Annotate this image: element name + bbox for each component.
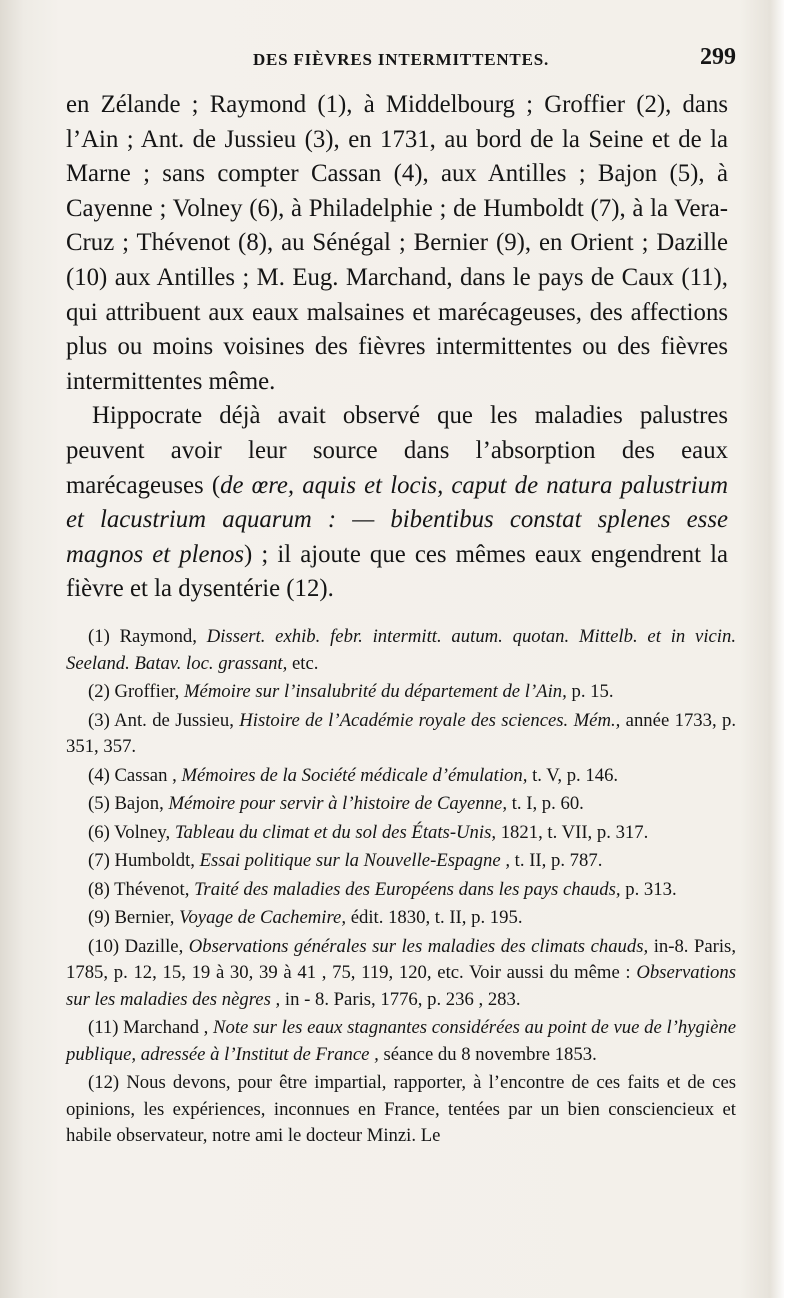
footnote-title: Traité des maladies des Européens dans les pays chauds,	[194, 878, 621, 900]
footnote-title: Dissert. exhib. febr. intermitt. autum. quotan. Mittelb. et in vicin. Seeland. Batav. loc. grassant,	[66, 626, 737, 674]
footnote-title: Note sur les eaux stagnantes considérées au point de vue de l’hygiène publique, adressée à l’Institut de France ,	[66, 1017, 737, 1065]
footnote-rest: t. II, p. 787.	[514, 850, 603, 871]
footnote-number: (11)	[88, 1017, 119, 1038]
footnote-number: (4)	[88, 764, 110, 786]
footnote-rest: p. 15.	[571, 681, 614, 702]
footnotes	[66, 624, 736, 1152]
footnote-author: Volney,	[114, 821, 171, 843]
footnote-10	[66, 934, 736, 1014]
footnote-number: (1)	[88, 626, 110, 647]
footnote-title: Histoire de l’Académie royale des sciences. Mém.,	[239, 709, 621, 731]
footnote-4	[66, 763, 736, 790]
footnote-title: Tableau du climat et du sol des États-Unis,	[174, 821, 497, 843]
footnote-number: (8)	[88, 878, 110, 900]
footnote-number: (5)	[88, 793, 110, 814]
footnote-author: Thévenot,	[114, 878, 190, 900]
footnote-author: Marchand ,	[123, 1017, 209, 1038]
footnote-number: (10)	[88, 935, 120, 957]
footnote-rest-2: in - 8. Paris, 1776, p. 236 , 283.	[284, 988, 521, 1010]
paragraph-2	[66, 399, 728, 607]
footnote-author: Humboldt,	[114, 850, 195, 871]
footnote-author: Bernier,	[114, 907, 175, 928]
footnote-number: (9)	[88, 907, 110, 928]
page-header	[66, 44, 736, 78]
footnote-title: Voyage de Cachemire,	[179, 907, 347, 928]
footnote-1	[66, 624, 736, 677]
footnote-rest: etc.	[291, 652, 319, 674]
footnote-5	[66, 791, 736, 818]
footnote-author: Dazille,	[124, 935, 184, 957]
footnote-rest: édit. 1830, t. II, p. 195.	[350, 907, 523, 928]
footnote-rest: in-8. Paris, 1785, p. 12, 15, 19 à 30, 39 à 41 , 75, 119, 120, etc. Voir aussi du même :	[66, 935, 737, 983]
footnote-3	[66, 708, 736, 761]
footnote-6	[66, 820, 736, 847]
footnote-rest: année 1733, p. 351, 357.	[66, 709, 737, 757]
main-text	[66, 88, 728, 607]
footnote-8	[66, 877, 736, 904]
footnote-12	[66, 1070, 736, 1150]
footnote-title-2: Observations sur les maladies des nègres ,	[66, 962, 736, 1010]
footnote-number: (12)	[88, 1072, 120, 1093]
footnote-rest: t. V, p. 146.	[532, 764, 619, 786]
footnote-author: Raymond,	[119, 626, 197, 647]
footnote-title: Mémoires de la Société médicale d’émulation,	[181, 764, 528, 786]
footnote-11	[66, 1015, 736, 1068]
footnote-number: (7)	[88, 850, 110, 871]
footnote-author: Groffier,	[114, 681, 180, 702]
footnote-rest: p. 313.	[625, 878, 677, 900]
footnote-title: Observations générales sur les maladies des climats chauds,	[188, 935, 649, 957]
paragraph-2-text-1: Hippocrate déjà avait observé que les maladies palustres peuvent avoir leur source dans l’absorption des eaux marécageuses (	[66, 402, 728, 499]
footnote-author: Cassan ,	[114, 764, 177, 786]
footnote-number: (3)	[88, 709, 110, 731]
paragraph-2-latin-quote: de œre, aquis et locis, caput de natura palustrium et lacustrium aquarum : — bibentibus constat splenes esse magnos et plenos	[66, 471, 728, 568]
running-title: DES FIÈVRES INTERMITTENTES.	[252, 50, 550, 69]
paragraph-2-text-2: ) ; il ajoute que ces mêmes eaux engendrent la fièvre et la dysentérie (12).	[66, 540, 729, 603]
footnote-rest: 1821, t. VII, p. 317.	[500, 821, 649, 843]
footnote-9	[66, 905, 736, 932]
paragraph-1: en Zélande ; Raymond (1), à Middelbourg ; Groffier (2), dans l’Ain ; Ant. de Jussieu (3), en 1731, au bord de la Seine et de la Marne ; sans compter Cassan (4), aux Antilles ; Bajon (5), à Cayenne ; Volney (6), à Philadelphie ; de Humboldt (7), à la Vera-Cruz ; Thévenot (8), au Sénégal ; Bernier (9), en Orient ; Dazille (10) aux Antilles ; M. Eug. Marchand, dans le pays de Caux (11), qui attribuent aux eaux malsaines et marécageuses, des affections plus ou moins voisines des fièvres intermittentes ou des fièvres intermittentes même.	[66, 91, 728, 395]
page-edge	[784, 0, 800, 1298]
footnote-rest: Nous devons, pour être impartial, rapporter, à l’encontre de ces faits et de ces opinions, les expériences, inconnues en France, tentées par un bien consciencieux et habile observateur, notre ami le docteur Minzi. Le	[66, 1072, 737, 1146]
footnote-2	[66, 679, 736, 706]
footnote-author: Ant. de Jussieu,	[114, 709, 234, 731]
footnote-title: Mémoire pour servir à l’histoire de Cayenne,	[168, 793, 508, 814]
footnote-title: Mémoire sur l’insalubrité du département de l’Ain,	[183, 681, 567, 702]
footnote-rest: t. I, p. 60.	[511, 793, 584, 814]
footnote-7	[66, 848, 736, 875]
page-number: 299	[700, 44, 736, 70]
footnote-number: (2)	[88, 681, 110, 702]
footnote-title: Essai politique sur la Nouvelle-Espagne ,	[199, 850, 510, 871]
footnote-rest: séance du 8 novembre 1853.	[383, 1043, 597, 1065]
footnote-number: (6)	[88, 821, 110, 843]
footnote-author: Bajon,	[114, 793, 164, 814]
